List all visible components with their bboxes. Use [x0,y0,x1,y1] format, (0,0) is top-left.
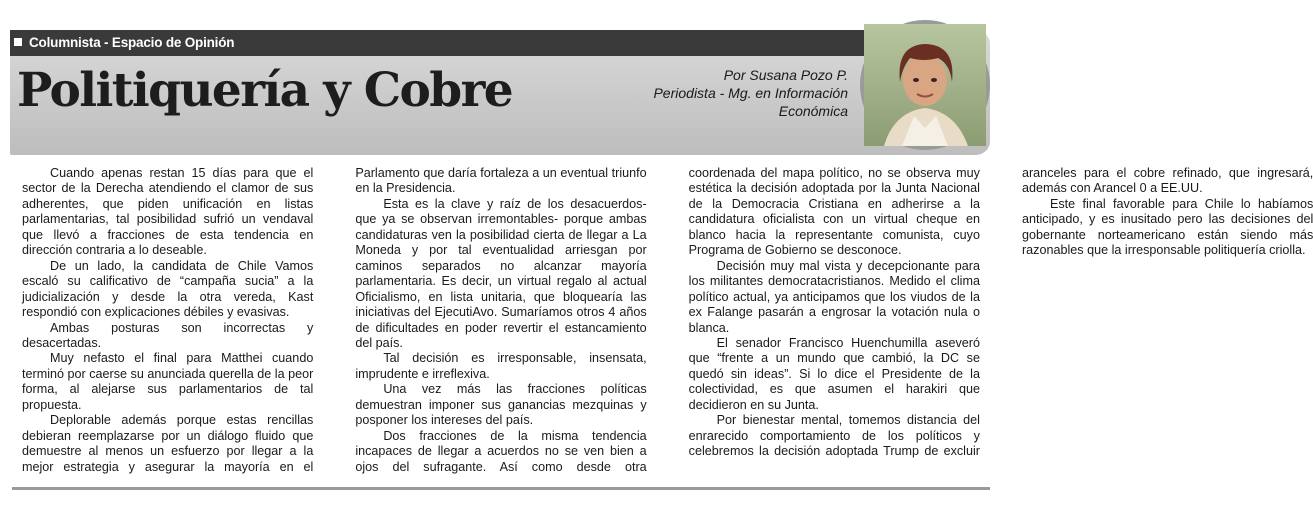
paragraph: Tal decisión es irresponsable, insensata, imprudente e irreflexiva. [355,351,647,381]
author-role-cont: Económica [778,103,848,119]
paragraph: Cuando apenas restan 15 días para que el sector de la Derecha atendiendo el clamor de sus adherentes, que piden unificación en listas parlamentarias, tal posibilidad sufrió un vendaval que llevó a fracciones de esta tendencia en dirección contraria a lo deseable. [22,166,314,258]
paragraph: Dos fracciones de la misma tendencia incapaces de llegar a acuerdos no se ven bien a ojos del sufragante. Así como desde otra coordenada del mapa político, no se observa muy estética la decisión adoptada por la Junta Nacional de la Democracia Cristiana en adherirse a la candidatura oficialista con un virtual cheque en blanco hacia la representante comunista, cuyo Programa de Gobierno se desconoce. [355,166,980,474]
section-label [14,33,234,53]
paragraph: Este final favorable para Chile lo habíamos anticipado, y es inusitado pero las decisiones del gobernante norteamericano están siendo más razonables que la irresponsable politiquería criolla. [1021,196,1313,258]
paragraph: Decisión muy mal vista y decepcionante para los militantes democratacristianos. Medido el clima político actual, ya anticipamos que los viudos de la ex Falange pasarán a engrosar la votación nula o blanca. [688,258,980,335]
paragraph: Esta es la clave y raíz de los desacuerdos- que ya se observan irremontables- porque ambas candidaturas ven la posibilidad cierta de llegar a La Moneda y por tal eventualidad arriesgan por caminos separados no alcanzar mayoría parlamentaria. Es decir, un virtual regalo al actual Oficialismo, en lista unitaria, que bloquearía las iniciativas del EjecutiAvo. Sumaríamos otros 4 años de dificultades en poder revertir el estancamiento del país. [355,196,647,350]
article-body [22,166,1313,476]
paragraph: El senador Francisco Huenchumilla aseveró que “frente a un mundo que cambió, la DC se quedó sin ideas”. Si lo dice el Presidente de la colectividad, es que asumen el harakiri que decidieron en su Junta. [688,335,980,412]
author-portrait-icon [864,24,986,146]
bottom-rule [12,487,990,490]
paragraph: Por bienestar mental, tomemos distancia del enrarecido comportamiento de los políticos y celebremos la decisión adoptada Trump de excluir aranceles para el cobre refinado, que ingresará, además con Arancel 0 a EE.UU. [688,166,1313,459]
author-photo [860,20,990,150]
paragraph: Muy nefasto el final para Matthei cuando terminó por caerse su anunciada querella de la peor forma, al alejarse sus parlamentarios de tal propuesta. [22,351,314,412]
paragraph: Deplorable además porque estas rencillas debieran reemplazarse por un diálogo fluido que demuestre al menos un esfuerzo por llegar a la mejor estrategia y asegurar la mayoría en el Parlamento que daría fortaleza a un eventual triunfo en la Presidencia. [22,166,647,474]
paragraph: Ambas posturas son incorrectas y desacertadas. [22,320,314,350]
author-role: Periodista - Mg. en Información [653,85,848,101]
paragraph: Una vez más las fracciones políticas demuestran imponer sus ganancias mezquinas y posponer los intereses del país. [355,382,647,428]
section-label-text: Columnista - Espacio de Opinión [29,35,235,50]
author-byline [653,66,848,120]
article-title: Politiquería y Cobre [17,63,513,118]
paragraph: De un lado, la candidata de Chile Vamos escaló su calificativo de “campaña sucia” a la judicialización y desde la otra vereda, Kast respondió con explicaciones débiles y evasivas. [22,258,314,320]
square-bullet-icon [14,38,22,46]
author-name: Por Susana Pozo P. [723,67,848,83]
